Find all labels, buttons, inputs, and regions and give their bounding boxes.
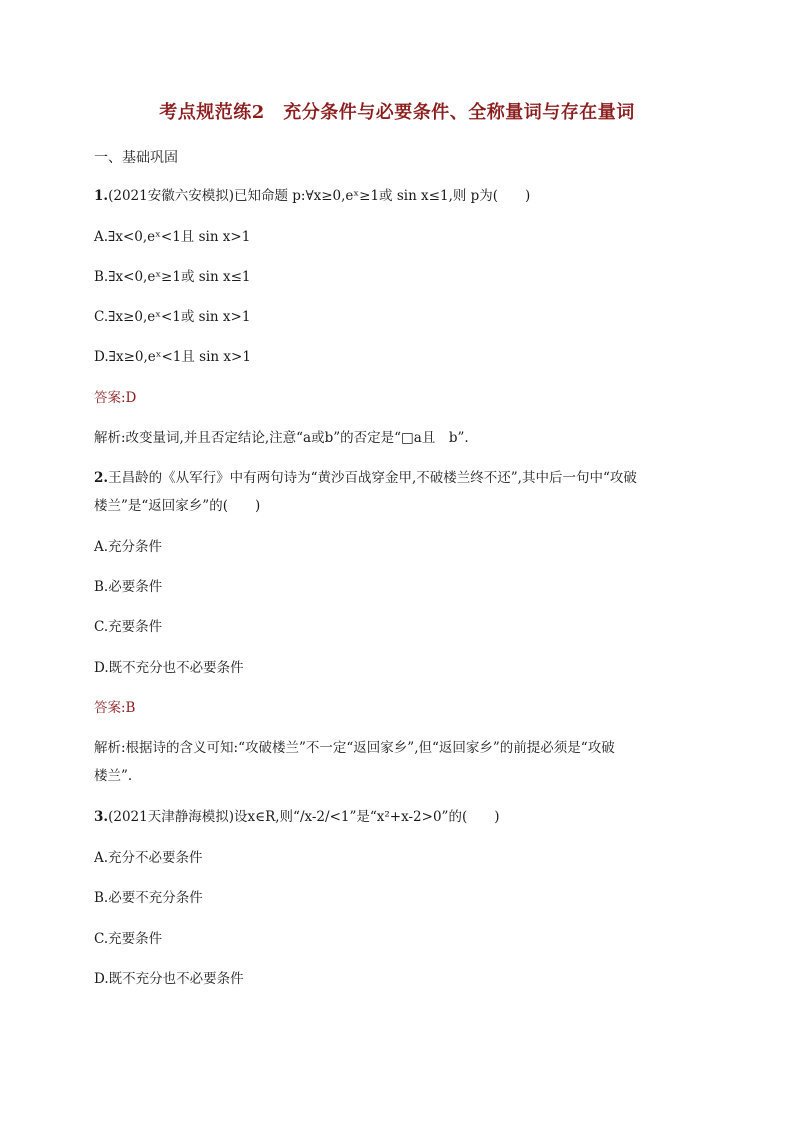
question-2-option-a: A.充分条件 — [94, 539, 163, 555]
question-2-option-d: D.既不充分也不必要条件 — [94, 660, 244, 676]
question-3-option-d: D.既不充分也不必要条件 — [94, 971, 244, 987]
question-3-option-c: C.充要条件 — [94, 931, 163, 947]
page-title: 考点规范练2 充分条件与必要条件、全称量词与存在量词 — [159, 102, 635, 123]
question-text: (2021安徽六安模拟)已知命题 p:∀x≥0,eˣ≥1或 sin x≤1,则 p为( ) — [108, 188, 531, 204]
question-1-option-a: A.∃x<0,eˣ<1且 sin x>1 — [94, 229, 251, 245]
section-heading: 一、基础巩固 — [94, 150, 178, 166]
question-2-analysis-line-2: 楼兰”. — [94, 768, 133, 784]
question-2-option-b: B.必要条件 — [94, 579, 163, 595]
question-2-analysis-line-1: 解析:根据诗的含义可知:“攻破楼兰”不一定“返回家乡”,但“返回家乡”的前提必须是“攻破 — [94, 740, 615, 756]
question-1-option-c: C.∃x≥0,eˣ<1或 sin x>1 — [94, 309, 251, 325]
question-1-answer: 答案:D — [94, 390, 137, 406]
question-text: 王昌龄的《从军行》中有两句诗为“黄沙百战穿金甲,不破楼兰终不还”,其中后一句中“攻破 — [108, 470, 637, 486]
question-3-option-b: B.必要不充分条件 — [94, 890, 203, 906]
question-2-stem-line-2: 楼兰”是“返回家乡”的( ) — [94, 498, 261, 514]
question-number: 2. — [94, 470, 109, 486]
question-1-option-b: B.∃x<0,eˣ≥1或 sin x≤1 — [94, 269, 251, 285]
question-1-analysis: 解析:改变量词,并且否定结论,注意“a或b”的否定是“□a且 b”. — [94, 430, 469, 446]
question-1-stem — [94, 184, 704, 208]
question-3-option-a: A.充分不必要条件 — [94, 850, 203, 866]
question-number: 3. — [94, 809, 109, 825]
question-2-option-c: C.充要条件 — [94, 619, 163, 635]
question-1-option-d: D.∃x≥0,eˣ<1且 sin x>1 — [94, 349, 251, 365]
question-3-stem — [94, 805, 704, 829]
question-text: (2021天津静海模拟)设x∈R,则“/x-2/<1”是“x²+x-2>0”的( ) — [108, 809, 500, 825]
question-2-answer: 答案:B — [94, 700, 136, 716]
question-2-stem-line-1 — [94, 466, 704, 490]
question-number: 1. — [94, 188, 109, 204]
